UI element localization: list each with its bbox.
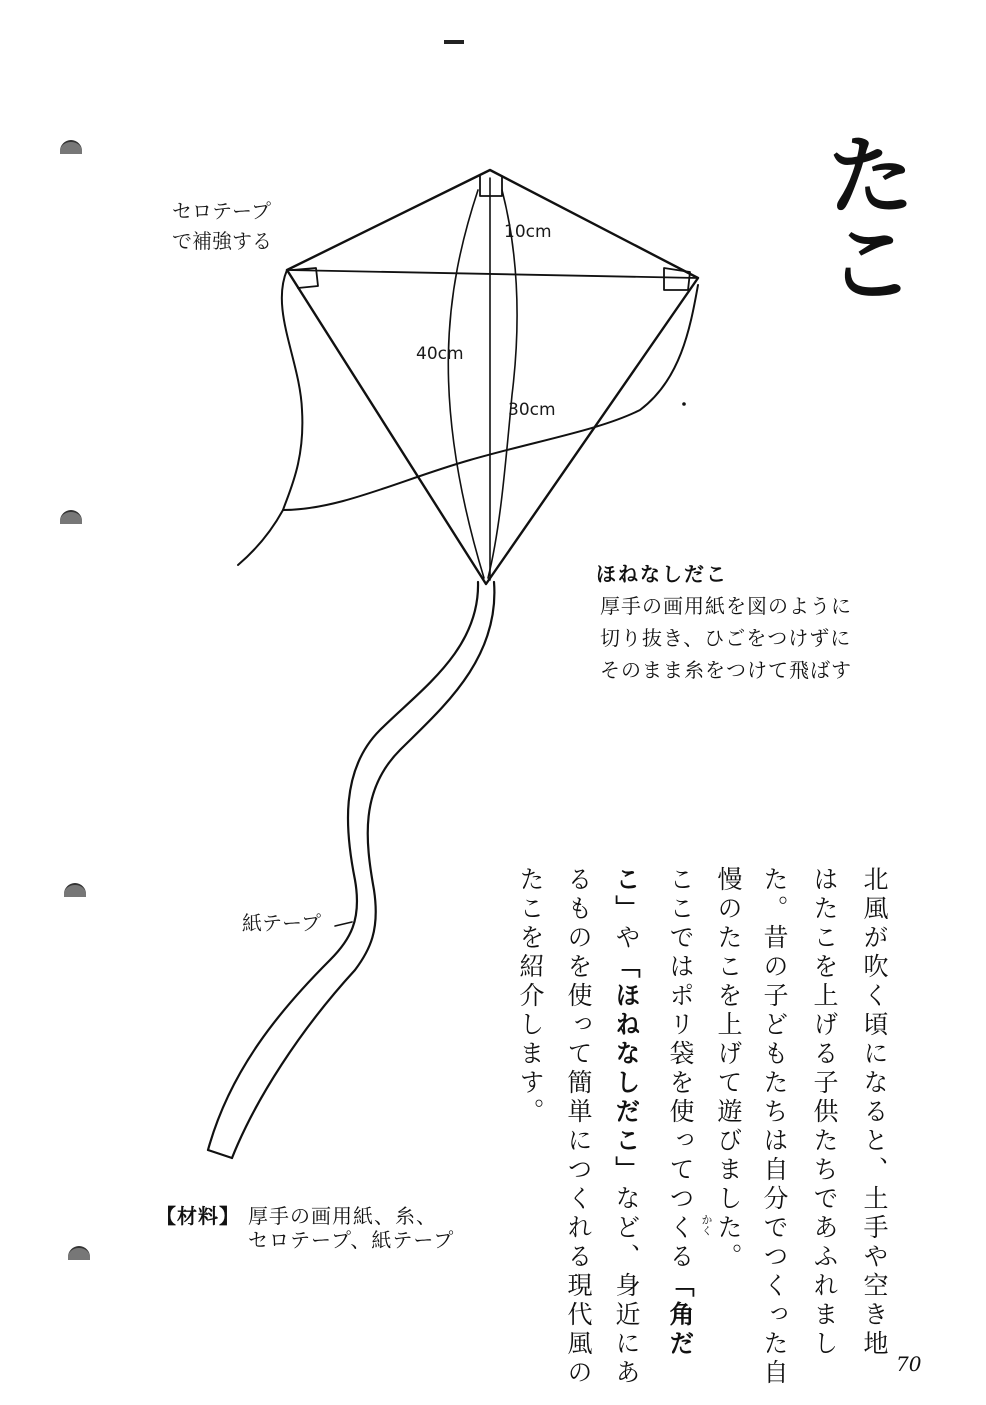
materials-line-1: 厚手の画用紙、糸、	[248, 1204, 437, 1228]
body-col-2: はたこを上げる子供たちであふれまし	[810, 866, 839, 1359]
body-col-7: るものを使って簡単につくれる現代風の	[564, 866, 593, 1388]
body-col-6	[614, 866, 639, 1388]
caption-line-3: そのまま糸をつけて飛ばす	[600, 658, 852, 682]
kite-right-curve	[488, 190, 517, 578]
kite-cross-line	[287, 270, 698, 278]
tape-top	[480, 176, 502, 196]
body-col-4: 慢のたこを上げて遊びました。	[714, 866, 743, 1272]
body-col-6-ya: や	[612, 924, 641, 953]
tape-note	[172, 196, 272, 256]
body-col-3: た。昔の子どもたちは自分でつくった自	[760, 866, 789, 1388]
tail-left-edge	[208, 582, 478, 1150]
body-col-6-text: など、身近にあ	[612, 1185, 641, 1388]
ruby-kaku: かく	[700, 1214, 713, 1236]
body-col-1: 北風が吹く頃になると、土手や空き地	[860, 866, 889, 1359]
materials-line-2: セロテープ、紙テープ	[248, 1228, 455, 1252]
dimension-10cm: 10cm	[504, 222, 552, 242]
paper-tape-label: 紙テープ	[242, 911, 321, 935]
tail-end	[208, 1150, 232, 1158]
kaku-dako-term-end: こ」	[612, 866, 641, 924]
dimension-40cm: 40cm	[416, 344, 464, 364]
title-char-2: こ	[828, 215, 914, 315]
kite-left-curve	[448, 190, 484, 578]
body-col-8: たこを紹介します。	[516, 866, 545, 1127]
honenashi-dako-term: 「ほねなしだこ」	[612, 953, 641, 1185]
tape-right	[664, 268, 690, 290]
dot-mark	[682, 402, 686, 406]
page-number: 70	[896, 1352, 922, 1376]
caption-line-2: 切り抜き、ひごをつけずに	[600, 626, 852, 650]
caption-title: ほねなしだこ	[596, 562, 728, 586]
materials-label: 【材料】	[156, 1204, 240, 1228]
tape-note-line-1: セロテープ	[172, 199, 271, 223]
caption-body	[600, 590, 852, 686]
tail-leader	[335, 922, 352, 926]
body-col-5	[668, 866, 693, 1359]
caption-line-1: 厚手の画用紙を図のように	[600, 594, 852, 618]
kaku-dako-term: 「角だ	[666, 1272, 695, 1359]
tape-note-line-2: で補強する	[172, 229, 272, 253]
tail-right-edge	[232, 582, 494, 1158]
kite-outline	[287, 170, 698, 584]
body-col-5-text: ここではポリ袋を使ってつくる	[666, 866, 695, 1272]
dimension-30cm: 30cm	[508, 400, 556, 420]
title-char-1: た	[828, 127, 914, 227]
flying-line	[238, 510, 283, 565]
